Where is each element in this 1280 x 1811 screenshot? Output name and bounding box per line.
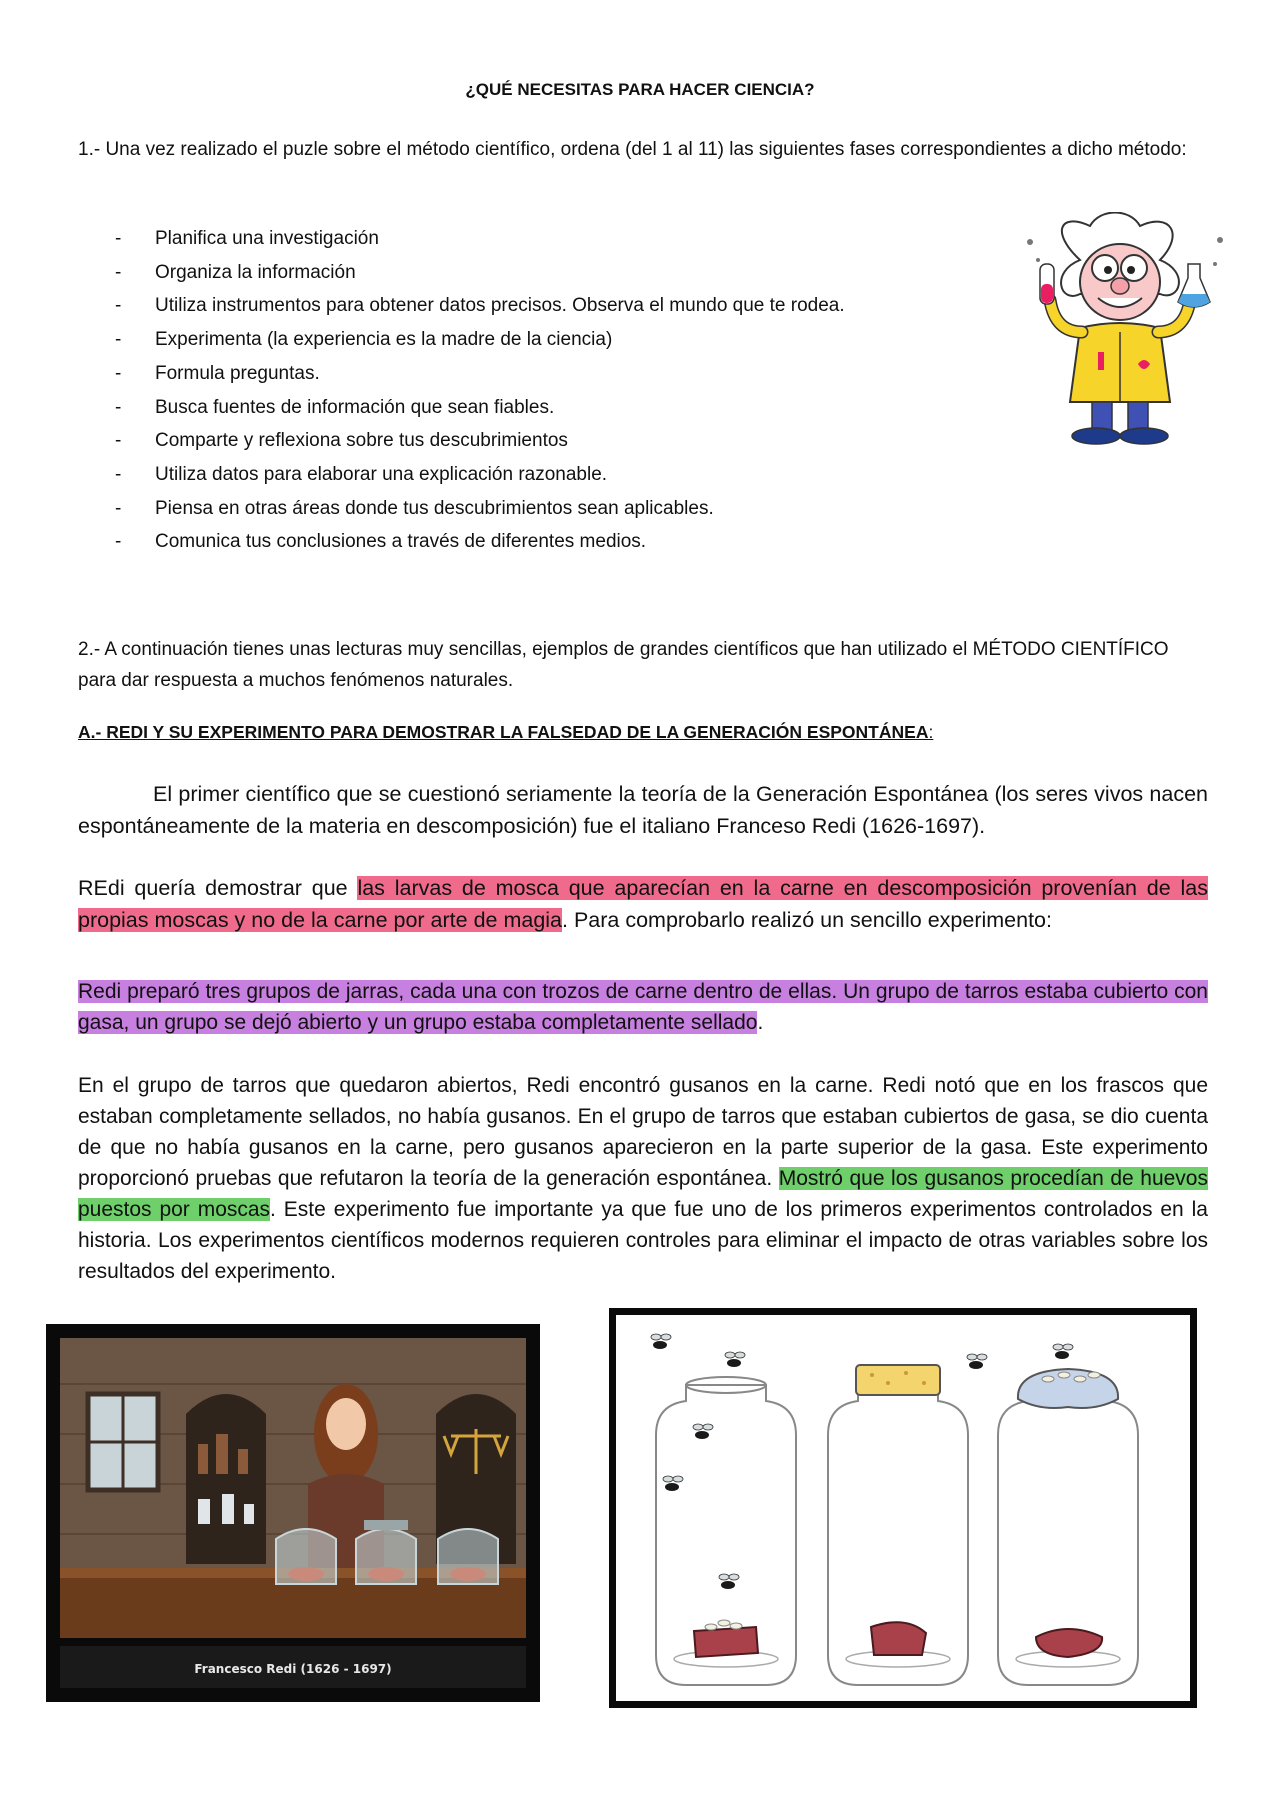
paragraph-hypothesis (78, 872, 1208, 936)
phase-text: Planifica una investigación (155, 228, 379, 249)
list-dash: - (115, 463, 122, 485)
hypothesis-lead: REdi quería demostrar que (78, 876, 358, 900)
hypothesis-tail: . Para comprobarlo realizó un sencillo experimento: (562, 908, 1052, 932)
phase-item (115, 492, 845, 526)
section-a-heading (78, 722, 933, 743)
phase-item (115, 256, 845, 290)
jars-experiment-image (609, 1308, 1197, 1708)
phases-list (115, 222, 845, 559)
redi-lab-illustration (46, 1324, 540, 1702)
phase-item (115, 424, 845, 458)
redi-caption: Francesco Redi (1626 - 1697) (194, 1662, 392, 1676)
list-dash: - (115, 295, 122, 317)
phase-item (115, 458, 845, 492)
experiment-highlight: Redi preparó tres grupos de jarras, cada una con trozos de carne dentro de ellas. Un grupo de tarros estaba cubierto con gasa, un grupo se dejó abierto y un grupo estaba completamente sellado (78, 980, 1208, 1034)
list-dash: - (115, 228, 122, 249)
phase-item (115, 289, 845, 323)
hypothesis-highlight: las larvas de mosca que aparecían en la carne en descomposición provenían de las propias moscas y no de la carne por arte de magia (78, 876, 1208, 932)
phase-text: Comunica tus conclusiones a través de diferentes medios. (155, 531, 647, 553)
jars-illustration (616, 1315, 1190, 1701)
phase-text: Busca fuentes de información que sean fiables. (155, 396, 555, 418)
list-dash: - (115, 261, 122, 283)
phase-item (115, 323, 845, 357)
section-a-title: A.- REDI Y SU EXPERIMENTO PARA DEMOSTRAR LA FALSEDAD DE LA GENERACIÓN ESPONTÁNEA (78, 722, 929, 742)
results-tail: . Este experimento fue importante ya que fue uno de los primeros experimentos controlados en la historia. Los experimentos científicos modernos requieren controles para eliminar el impacto de otras variables sobre los resultados del experimento. (78, 1198, 1208, 1283)
phase-text: Comparte y reflexiona sobre tus descubrimientos (155, 430, 568, 452)
phase-item (115, 222, 845, 256)
list-dash: - (115, 396, 122, 418)
phase-text: Formula preguntas. (155, 362, 320, 384)
results-highlight: Mostró que los gusanos procedían de huevos puestos por moscas (78, 1167, 1208, 1221)
phase-item (115, 391, 845, 425)
redi-lab-image (46, 1324, 540, 1702)
section-a-colon: : (928, 722, 934, 742)
list-dash: - (115, 430, 122, 452)
question-2: 2.- A continuación tienes unas lecturas muy sencillas, ejemplos de grandes científicos que han utilizado el MÉTODO CIENTÍFICO para dar respuesta a muchos fenómenos naturales. (78, 639, 1169, 691)
phase-text: Utiliza datos para elaborar una explicación razonable. (155, 463, 608, 485)
experiment-tail: . (757, 1011, 764, 1034)
paragraph-experiment (78, 976, 1208, 1038)
phase-item (115, 357, 845, 391)
phase-text: Organiza la información (155, 261, 356, 283)
list-dash: - (115, 362, 122, 384)
question-1: 1.- Una vez realizado el puzle sobre el método científico, ordena (del 1 al 11) las siguientes fases correspondientes a dicho método: (78, 139, 1187, 160)
list-dash: - (115, 531, 122, 553)
results-lead: En el grupo de tarros que quedaron abiertos, Redi encontró gusanos en la carne. Redi notó que en los frascos que estaban completamente sellados, no había gusanos. En el grupo de tarros que estaban cubiertos de gasa, se dio cuenta de que no había gusanos en la carne, pero gusanos aparecieron en la parte superior de la gasa. Este experimento proporcionó pruebas que refutaron la teoría de la generación espontánea. (78, 1074, 1208, 1190)
phase-text: Piensa en otras áreas donde tus descubrimientos sean aplicables. (155, 497, 714, 519)
phase-text: Experimenta (la experiencia es la madre de la ciencia) (155, 329, 613, 351)
paragraph-intro: El primer científico que se cuestionó seriamente la teoría de la Generación Espontánea (los seres vivos nacen espontáneamente de la materia en descomposición) fue el italiano Franceso Redi (1626-1697). (78, 782, 1208, 838)
phase-text: Utiliza instrumentos para obtener datos precisos. Observa el mundo que te rodea. (155, 295, 845, 317)
paragraph-results (78, 1070, 1208, 1287)
scientist-cartoon (1010, 212, 1240, 452)
list-dash: - (115, 329, 122, 351)
phase-item (115, 525, 845, 559)
list-dash: - (115, 497, 122, 519)
page-title: ¿QUÉ NECESITAS PARA HACER CIENCIA? (465, 80, 815, 99)
